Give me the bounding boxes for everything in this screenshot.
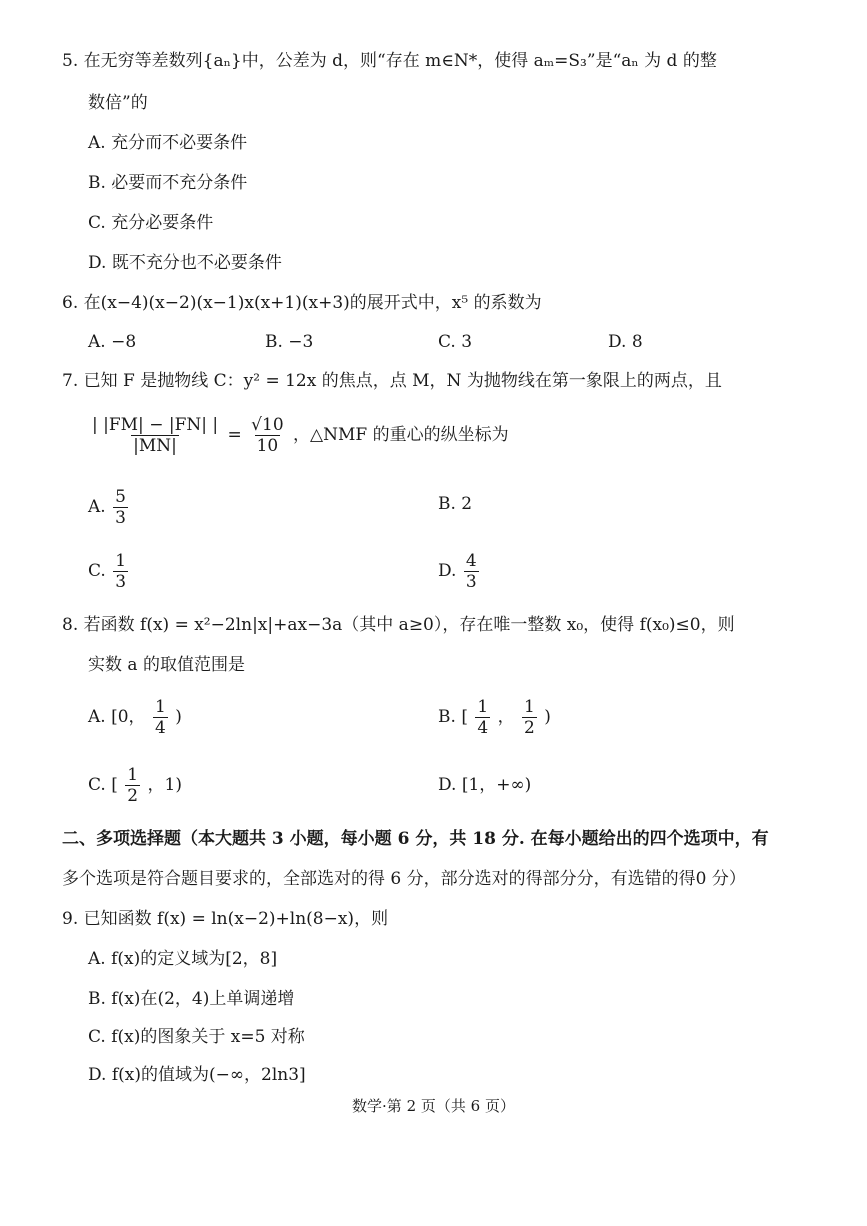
q8-option-c-den: 2	[127, 786, 139, 806]
q8-option-a-label: A.	[88, 707, 106, 727]
q7-ratio-denominator: |MN|	[133, 436, 177, 456]
q5-stem-line2: 数倍”的	[88, 93, 148, 113]
q7-option-c-den: 3	[115, 572, 127, 592]
q5-option-c: C. 充分必要条件	[88, 213, 214, 233]
q5-option-d: D. 既不充分也不必要条件	[88, 253, 282, 273]
q8-option-a-right: )	[175, 707, 182, 727]
q8-option-b-left: [	[461, 707, 468, 727]
section2-header-line2: 多个选项是符合题目要求的，全部选对的得 6 分，部分选对的得部分分，有选错的得0 分）	[62, 869, 746, 889]
q5-option-a: A. 充分而不必要条件	[88, 133, 248, 153]
q8-option-c-fraction	[125, 765, 140, 806]
q7-option-a-label: A.	[88, 497, 106, 517]
q8-option-a-fraction	[153, 697, 168, 738]
q8-option-d: D. [1，+∞)	[438, 775, 532, 795]
q8-option-b-den1: 4	[477, 718, 489, 738]
q8-stem-line2: 实数 a 的取值范围是	[88, 655, 245, 675]
q7-option-a	[88, 484, 130, 530]
q7-condition	[88, 412, 509, 458]
q8-option-a-den: 4	[154, 718, 166, 738]
q7-option-a-num: 5	[115, 487, 126, 507]
q8-option-c-num: 1	[127, 765, 139, 785]
q7-stem-line1: 7. 已知 F 是抛物线 C：y² = 12x 的焦点，点 M，N 为抛物线在第一象限上的两点，且	[62, 371, 722, 391]
q8-option-b	[438, 694, 551, 740]
q6-stem: 6. 在(x−4)(x−2)(x−1)x(x+1)(x+3)的展开式中，x⁵ 的系数为	[62, 293, 542, 313]
q8-option-b-right: )	[544, 707, 551, 727]
q7-option-c-label: C.	[88, 561, 106, 581]
q7-option-c-fraction	[113, 551, 128, 592]
q9-option-a: A. f(x)的定义域为[2，8]	[88, 949, 278, 969]
q7-rhs-fraction	[249, 415, 285, 456]
page-footer: 数学·第 2 页（共 6 页）	[352, 1097, 515, 1115]
q7-rhs-denominator: 10	[256, 436, 279, 456]
q8-option-c-left: [	[111, 775, 118, 795]
q5-stem-line1: 5. 在无穷等差数列{aₙ}中，公差为 d，则“存在 m∈N*，使得 aₘ=S₃”是“aₙ 为 d 的整	[62, 51, 717, 71]
q8-option-a-num: 1	[154, 697, 166, 717]
q7-option-d-den: 3	[465, 572, 477, 592]
q9-option-d: D. f(x)的值域为(−∞，2ln3]	[88, 1065, 306, 1085]
q7-option-d	[438, 548, 481, 594]
q7-option-a-fraction	[113, 487, 128, 528]
q7-option-d-label: D.	[438, 561, 457, 581]
q6-option-b: B. −3	[265, 332, 314, 352]
q5-option-b: B. 必要而不充分条件	[88, 173, 248, 193]
q8-option-c	[88, 762, 182, 808]
q8-option-c-right: ，1)	[147, 775, 182, 795]
q8-option-c-label: C.	[88, 775, 106, 795]
q7-stem-tail: ，△NMF 的重心的纵坐标为	[293, 425, 509, 445]
q8-option-b-num1: 1	[477, 697, 489, 717]
section2-header-line1: 二、多项选择题（本大题共 3 小题，每小题 6 分，共 18 分. 在每小题给出的四个选项中，有	[62, 829, 769, 849]
q7-option-b: B. 2	[438, 494, 473, 514]
q9-stem: 9. 已知函数 f(x) = ln(x−2)+ln(8−x)，则	[62, 909, 389, 929]
q8-option-b-comma: ，	[497, 707, 515, 727]
q8-option-a-left: [0，	[111, 707, 146, 727]
q8-option-a	[88, 694, 182, 740]
q7-ratio-numerator: | |FM| − |FN| |	[92, 415, 219, 435]
q7-option-d-num: 4	[465, 551, 477, 571]
q7-option-a-den: 3	[115, 508, 126, 528]
q8-option-b-num2: 1	[524, 697, 535, 717]
q8-option-b-den2: 2	[524, 718, 535, 738]
q8-option-b-label: B.	[438, 707, 456, 727]
q8-option-b-fraction-2	[522, 697, 537, 738]
q6-option-d: D. 8	[608, 332, 643, 352]
q7-option-c	[88, 548, 130, 594]
q7-option-d-fraction	[464, 551, 479, 592]
q6-option-a: A. −8	[88, 332, 137, 352]
q7-ratio-fraction	[90, 415, 220, 456]
q6-option-c: C. 3	[438, 332, 473, 352]
q8-stem-line1: 8. 若函数 f(x) = x²−2ln|x|+ax−3a（其中 a≥0），存在唯一整数 x₀，使得 f(x₀)≤0，则	[62, 615, 735, 635]
q7-option-c-num: 1	[115, 551, 127, 571]
q9-option-c: C. f(x)的图象关于 x=5 对称	[88, 1027, 305, 1047]
q7-rhs-numerator: √10	[251, 415, 284, 435]
q9-option-b: B. f(x)在(2，4)上单调递增	[88, 989, 295, 1009]
q7-equals: =	[227, 425, 242, 445]
q8-option-b-fraction-1	[475, 697, 490, 738]
